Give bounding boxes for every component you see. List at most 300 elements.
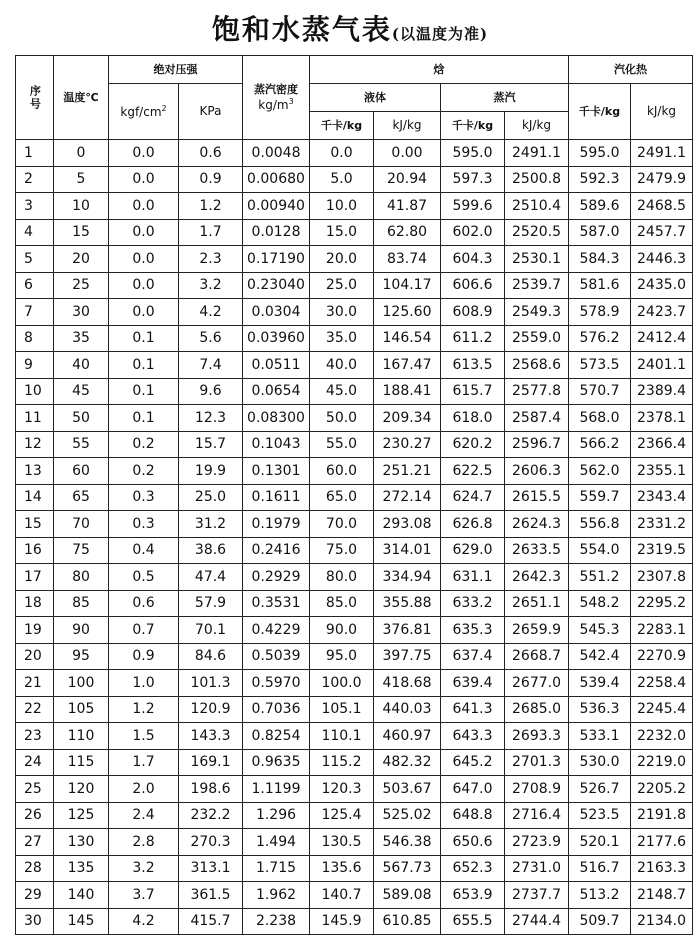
row-number: 5 <box>16 246 54 273</box>
table-cell: 2559.0 <box>505 325 569 352</box>
table-cell: 75 <box>54 537 109 564</box>
table-row <box>16 564 693 591</box>
table-cell: 30.0 <box>310 299 374 326</box>
table-cell: 2539.7 <box>505 272 569 299</box>
table-cell: 130.5 <box>310 829 374 856</box>
table-row <box>16 193 693 220</box>
row-number: 3 <box>16 193 54 220</box>
row-number: 12 <box>16 431 54 458</box>
table-cell: 525.02 <box>374 802 441 829</box>
table-body <box>16 140 693 935</box>
table-cell: 188.41 <box>374 378 441 405</box>
table-cell: 65 <box>54 484 109 511</box>
table-cell: 0.2416 <box>243 537 310 564</box>
header-latent: 汽化热 <box>569 56 693 84</box>
table-cell: 0.0 <box>109 272 179 299</box>
table-row <box>16 325 693 352</box>
table-cell: 566.2 <box>569 431 631 458</box>
header-kgf-sup: 2 <box>161 103 167 113</box>
table-cell: 2587.4 <box>505 405 569 432</box>
table-row <box>16 908 693 935</box>
table-cell: 2283.1 <box>631 617 693 644</box>
row-number: 24 <box>16 749 54 776</box>
table-cell: 2.8 <box>109 829 179 856</box>
table-cell: 145 <box>54 908 109 935</box>
row-number: 23 <box>16 723 54 750</box>
table-cell: 2412.4 <box>631 325 693 352</box>
header-density-unit: kg/m <box>258 98 289 112</box>
table-cell: 597.3 <box>441 166 505 193</box>
table-cell: 637.4 <box>441 643 505 670</box>
table-cell: 232.2 <box>179 802 243 829</box>
table-row <box>16 882 693 909</box>
table-cell: 0.1 <box>109 405 179 432</box>
header-liquid: 液体 <box>310 84 441 112</box>
table-cell: 2568.6 <box>505 352 569 379</box>
table-cell: 0.0048 <box>243 140 310 167</box>
table-cell: 15.0 <box>310 219 374 246</box>
table-cell: 2549.3 <box>505 299 569 326</box>
table-row <box>16 166 693 193</box>
table-cell: 47.4 <box>179 564 243 591</box>
table-cell: 567.73 <box>374 855 441 882</box>
table-cell: 0.2 <box>109 431 179 458</box>
table-cell: 1.2 <box>179 193 243 220</box>
table-cell: 526.7 <box>569 776 631 803</box>
table-cell: 3.2 <box>179 272 243 299</box>
table-cell: 50.0 <box>310 405 374 432</box>
table-cell: 615.7 <box>441 378 505 405</box>
table-cell: 0.0 <box>310 140 374 167</box>
table-cell: 120 <box>54 776 109 803</box>
table-cell: 0.23040 <box>243 272 310 299</box>
table-row <box>16 643 693 670</box>
table-cell: 602.0 <box>441 219 505 246</box>
table-cell: 90.0 <box>310 617 374 644</box>
table-cell: 595.0 <box>441 140 505 167</box>
table-row <box>16 617 693 644</box>
table-cell: 2423.7 <box>631 299 693 326</box>
table-cell: 5.6 <box>179 325 243 352</box>
table-cell: 2.4 <box>109 802 179 829</box>
table-cell: 608.9 <box>441 299 505 326</box>
table-cell: 620.2 <box>441 431 505 458</box>
table-cell: 95 <box>54 643 109 670</box>
table-cell: 0.0654 <box>243 378 310 405</box>
table-cell: 2307.8 <box>631 564 693 591</box>
table-cell: 2737.7 <box>505 882 569 909</box>
table-cell: 19.9 <box>179 458 243 485</box>
table-row <box>16 431 693 458</box>
table-cell: 0.1043 <box>243 431 310 458</box>
table-cell: 120.9 <box>179 696 243 723</box>
header-latent-kj: kJ/kg <box>631 84 693 140</box>
table-cell: 523.5 <box>569 802 631 829</box>
table-cell: 20.0 <box>310 246 374 273</box>
header-abs-pressure: 绝对压强 <box>109 56 243 84</box>
table-cell: 15.7 <box>179 431 243 458</box>
table-cell: 0.0304 <box>243 299 310 326</box>
table-cell: 209.34 <box>374 405 441 432</box>
table-cell: 4.2 <box>179 299 243 326</box>
table-cell: 0.1 <box>109 352 179 379</box>
table-cell: 611.2 <box>441 325 505 352</box>
table-cell: 629.0 <box>441 537 505 564</box>
table-row <box>16 219 693 246</box>
table-cell: 4.2 <box>109 908 179 935</box>
table-cell: 10 <box>54 193 109 220</box>
table-cell: 7.4 <box>179 352 243 379</box>
table-cell: 0.5 <box>109 564 179 591</box>
table-cell: 83.74 <box>374 246 441 273</box>
table-row <box>16 696 693 723</box>
table-cell: 604.3 <box>441 246 505 273</box>
table-cell: 35 <box>54 325 109 352</box>
table-cell: 314.01 <box>374 537 441 564</box>
table-cell: 2659.9 <box>505 617 569 644</box>
table-cell: 0.00 <box>374 140 441 167</box>
table-cell: 2331.2 <box>631 511 693 538</box>
table-header <box>16 56 693 140</box>
table-cell: 606.6 <box>441 272 505 299</box>
table-cell: 513.2 <box>569 882 631 909</box>
row-number: 11 <box>16 405 54 432</box>
table-row <box>16 537 693 564</box>
table-cell: 2163.3 <box>631 855 693 882</box>
table-cell: 573.5 <box>569 352 631 379</box>
table-row <box>16 378 693 405</box>
table-row <box>16 670 693 697</box>
table-cell: 568.0 <box>569 405 631 432</box>
table-cell: 3.7 <box>109 882 179 909</box>
table-cell: 70.0 <box>310 511 374 538</box>
table-cell: 2500.8 <box>505 166 569 193</box>
table-cell: 0.7 <box>109 617 179 644</box>
table-cell: 1.494 <box>243 829 310 856</box>
table-cell: 0.17190 <box>243 246 310 273</box>
table-cell: 647.0 <box>441 776 505 803</box>
table-cell: 2177.6 <box>631 829 693 856</box>
row-number: 9 <box>16 352 54 379</box>
table-cell: 2378.1 <box>631 405 693 432</box>
table-cell: 2693.3 <box>505 723 569 750</box>
table-cell: 45.0 <box>310 378 374 405</box>
table-cell: 2577.8 <box>505 378 569 405</box>
table-cell: 2744.4 <box>505 908 569 935</box>
table-cell: 599.6 <box>441 193 505 220</box>
table-cell: 31.2 <box>179 511 243 538</box>
table-cell: 135.6 <box>310 855 374 882</box>
table-cell: 542.4 <box>569 643 631 670</box>
table-cell: 0.0 <box>109 140 179 167</box>
table-cell: 293.08 <box>374 511 441 538</box>
header-liquid-kj: kJ/kg <box>374 112 441 140</box>
header-enthalpy: 焓 <box>310 56 569 84</box>
header-kgf-label: kgf/cm <box>120 104 162 119</box>
table-cell: 75.0 <box>310 537 374 564</box>
table-cell: 2191.8 <box>631 802 693 829</box>
table-cell: 1.962 <box>243 882 310 909</box>
table-cell: 2401.1 <box>631 352 693 379</box>
row-number: 21 <box>16 670 54 697</box>
table-cell: 648.8 <box>441 802 505 829</box>
table-cell: 2219.0 <box>631 749 693 776</box>
table-cell: 30 <box>54 299 109 326</box>
table-cell: 641.3 <box>441 696 505 723</box>
table-cell: 0.03960 <box>243 325 310 352</box>
table-cell: 0.2929 <box>243 564 310 591</box>
table-row <box>16 484 693 511</box>
table-cell: 581.6 <box>569 272 631 299</box>
table-cell: 25.0 <box>179 484 243 511</box>
table-cell: 0.00940 <box>243 193 310 220</box>
table-cell: 592.3 <box>569 166 631 193</box>
row-number: 27 <box>16 829 54 856</box>
table-cell: 0.0 <box>109 299 179 326</box>
table-cell: 125 <box>54 802 109 829</box>
table-cell: 584.3 <box>569 246 631 273</box>
table-cell: 2624.3 <box>505 511 569 538</box>
steam-table <box>15 55 693 935</box>
table-cell: 0.0 <box>109 193 179 220</box>
row-number: 8 <box>16 325 54 352</box>
row-number: 28 <box>16 855 54 882</box>
table-row <box>16 246 693 273</box>
table-cell: 589.6 <box>569 193 631 220</box>
table-cell: 2685.0 <box>505 696 569 723</box>
table-cell: 0.7036 <box>243 696 310 723</box>
table-cell: 95.0 <box>310 643 374 670</box>
table-cell: 2701.3 <box>505 749 569 776</box>
table-cell: 2677.0 <box>505 670 569 697</box>
row-number: 6 <box>16 272 54 299</box>
table-cell: 0.5970 <box>243 670 310 697</box>
row-number: 19 <box>16 617 54 644</box>
header-latent-kcal: 千卡/kg <box>569 84 631 140</box>
table-cell: 626.8 <box>441 511 505 538</box>
table-cell: 2615.5 <box>505 484 569 511</box>
table-cell: 80.0 <box>310 564 374 591</box>
table-cell: 551.2 <box>569 564 631 591</box>
table-cell: 0.4 <box>109 537 179 564</box>
table-cell: 2596.7 <box>505 431 569 458</box>
table-cell: 2.238 <box>243 908 310 935</box>
table-cell: 55 <box>54 431 109 458</box>
table-cell: 105.1 <box>310 696 374 723</box>
table-cell: 2343.4 <box>631 484 693 511</box>
table-row <box>16 299 693 326</box>
row-number: 13 <box>16 458 54 485</box>
table-cell: 643.3 <box>441 723 505 750</box>
table-row <box>16 352 693 379</box>
table-cell: 2.3 <box>179 246 243 273</box>
table-cell: 110.1 <box>310 723 374 750</box>
table-cell: 516.7 <box>569 855 631 882</box>
table-cell: 2457.7 <box>631 219 693 246</box>
table-cell: 38.6 <box>179 537 243 564</box>
table-cell: 9.6 <box>179 378 243 405</box>
table-cell: 545.3 <box>569 617 631 644</box>
table-cell: 0.8254 <box>243 723 310 750</box>
table-cell: 0.1611 <box>243 484 310 511</box>
table-cell: 2134.0 <box>631 908 693 935</box>
table-cell: 0.1979 <box>243 511 310 538</box>
table-cell: 70 <box>54 511 109 538</box>
table-cell: 0.0 <box>109 219 179 246</box>
table-cell: 198.6 <box>179 776 243 803</box>
table-cell: 85 <box>54 590 109 617</box>
table-cell: 2708.9 <box>505 776 569 803</box>
table-cell: 1.7 <box>109 749 179 776</box>
table-cell: 2491.1 <box>505 140 569 167</box>
table-cell: 3.2 <box>109 855 179 882</box>
table-cell: 0.1 <box>109 325 179 352</box>
table-cell: 130 <box>54 829 109 856</box>
table-cell: 613.5 <box>441 352 505 379</box>
row-number: 7 <box>16 299 54 326</box>
header-vapor-kcal: 千卡/kg <box>441 112 505 140</box>
table-cell: 570.7 <box>569 378 631 405</box>
table-cell: 655.5 <box>441 908 505 935</box>
table-cell: 460.97 <box>374 723 441 750</box>
table-cell: 40 <box>54 352 109 379</box>
table-cell: 397.75 <box>374 643 441 670</box>
table-cell: 361.5 <box>179 882 243 909</box>
table-cell: 25.0 <box>310 272 374 299</box>
table-cell: 251.21 <box>374 458 441 485</box>
table-cell: 415.7 <box>179 908 243 935</box>
header-vapor-kj: kJ/kg <box>505 112 569 140</box>
table-cell: 624.7 <box>441 484 505 511</box>
table-cell: 20 <box>54 246 109 273</box>
table-row <box>16 405 693 432</box>
table-cell: 639.4 <box>441 670 505 697</box>
table-cell: 578.9 <box>569 299 631 326</box>
table-cell: 539.4 <box>569 670 631 697</box>
table-cell: 0.9 <box>179 166 243 193</box>
table-cell: 610.85 <box>374 908 441 935</box>
table-cell: 15 <box>54 219 109 246</box>
table-cell: 1.2 <box>109 696 179 723</box>
table-row <box>16 511 693 538</box>
table-cell: 0.6 <box>109 590 179 617</box>
table-cell: 1.296 <box>243 802 310 829</box>
table-cell: 0.1301 <box>243 458 310 485</box>
row-number: 2 <box>16 166 54 193</box>
table-cell: 0.3 <box>109 511 179 538</box>
table-cell: 2148.7 <box>631 882 693 909</box>
table-cell: 2258.4 <box>631 670 693 697</box>
table-cell: 0.1 <box>109 378 179 405</box>
table-cell: 520.1 <box>569 829 631 856</box>
table-row <box>16 140 693 167</box>
table-cell: 355.88 <box>374 590 441 617</box>
table-cell: 645.2 <box>441 749 505 776</box>
table-cell: 631.1 <box>441 564 505 591</box>
table-cell: 0.5039 <box>243 643 310 670</box>
row-number: 17 <box>16 564 54 591</box>
table-cell: 313.1 <box>179 855 243 882</box>
header-vapor: 蒸汽 <box>441 84 569 112</box>
table-cell: 2520.5 <box>505 219 569 246</box>
table-cell: 2366.4 <box>631 431 693 458</box>
table-cell: 5 <box>54 166 109 193</box>
row-number: 18 <box>16 590 54 617</box>
table-cell: 272.14 <box>374 484 441 511</box>
table-cell: 2355.1 <box>631 458 693 485</box>
table-cell: 633.2 <box>441 590 505 617</box>
table-cell: 105 <box>54 696 109 723</box>
row-number: 22 <box>16 696 54 723</box>
table-cell: 1.7 <box>179 219 243 246</box>
header-kpa: KPa <box>179 84 243 140</box>
table-cell: 2510.4 <box>505 193 569 220</box>
table-cell: 0.4229 <box>243 617 310 644</box>
table-cell: 503.67 <box>374 776 441 803</box>
table-cell: 1.0 <box>109 670 179 697</box>
table-cell: 57.9 <box>179 590 243 617</box>
table-cell: 509.7 <box>569 908 631 935</box>
table-cell: 2389.4 <box>631 378 693 405</box>
table-row <box>16 590 693 617</box>
page-title <box>0 8 700 48</box>
table-cell: 556.8 <box>569 511 631 538</box>
row-number: 15 <box>16 511 54 538</box>
table-cell: 0.9635 <box>243 749 310 776</box>
table-cell: 62.80 <box>374 219 441 246</box>
table-cell: 2446.3 <box>631 246 693 273</box>
table-cell: 55.0 <box>310 431 374 458</box>
table-row <box>16 776 693 803</box>
row-number: 25 <box>16 776 54 803</box>
table-cell: 2491.1 <box>631 140 693 167</box>
table-cell: 70.1 <box>179 617 243 644</box>
table-row <box>16 458 693 485</box>
table-cell: 84.6 <box>179 643 243 670</box>
table-cell: 587.0 <box>569 219 631 246</box>
table-cell: 418.68 <box>374 670 441 697</box>
table-cell: 65.0 <box>310 484 374 511</box>
table-cell: 635.3 <box>441 617 505 644</box>
table-cell: 559.7 <box>569 484 631 511</box>
row-number: 4 <box>16 219 54 246</box>
table-row <box>16 829 693 856</box>
table-cell: 60.0 <box>310 458 374 485</box>
table-cell: 35.0 <box>310 325 374 352</box>
table-cell: 482.32 <box>374 749 441 776</box>
table-cell: 376.81 <box>374 617 441 644</box>
table-cell: 0.0128 <box>243 219 310 246</box>
table-cell: 85.0 <box>310 590 374 617</box>
table-cell: 546.38 <box>374 829 441 856</box>
table-cell: 40.0 <box>310 352 374 379</box>
row-number: 14 <box>16 484 54 511</box>
table-cell: 60 <box>54 458 109 485</box>
table-cell: 2668.7 <box>505 643 569 670</box>
header-temp: 温度℃ <box>54 56 109 140</box>
table-cell: 2642.3 <box>505 564 569 591</box>
table-cell: 100 <box>54 670 109 697</box>
row-number: 1 <box>16 140 54 167</box>
table-cell: 41.87 <box>374 193 441 220</box>
header-density-sup: 3 <box>288 97 294 106</box>
table-cell: 440.03 <box>374 696 441 723</box>
table-cell: 110 <box>54 723 109 750</box>
table-cell: 10.0 <box>310 193 374 220</box>
table-cell: 650.6 <box>441 829 505 856</box>
table-cell: 589.08 <box>374 882 441 909</box>
table-cell: 2295.2 <box>631 590 693 617</box>
